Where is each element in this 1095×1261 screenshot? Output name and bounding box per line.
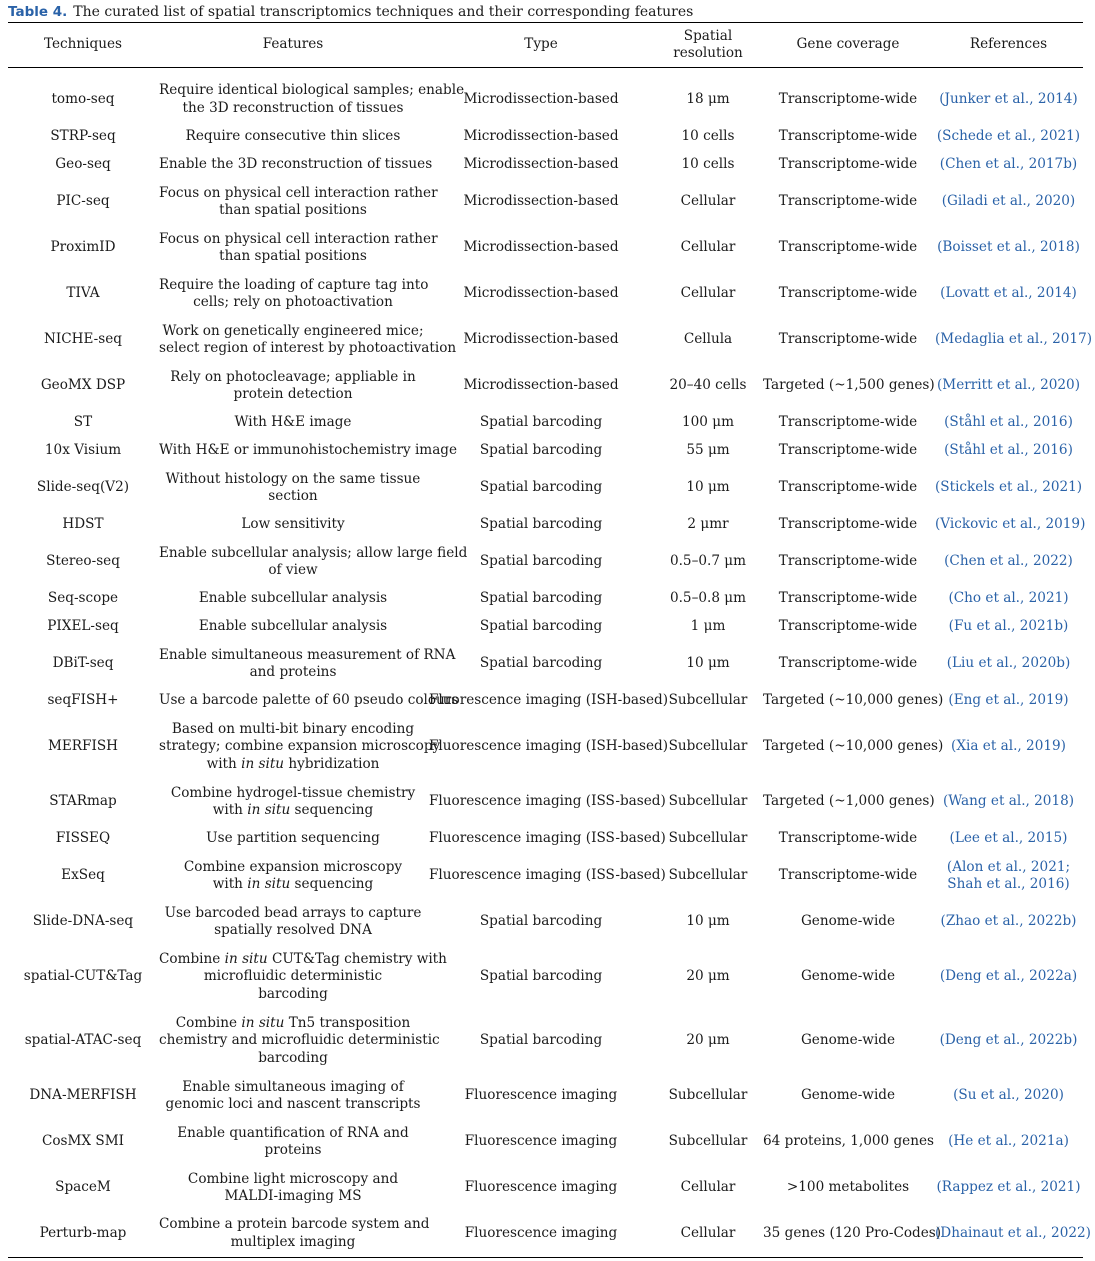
reference-link[interactable]: (Alon et al., 2021;	[946, 858, 1071, 875]
cell-gene-coverage: Targeted (~1,000 genes)	[763, 793, 935, 810]
cell-resolution: Cellular	[680, 285, 736, 302]
cell-gene-coverage: Transcriptome-wide	[778, 618, 918, 635]
spacer-row	[8, 68, 1083, 77]
cell-gene-coverage: Transcriptome-wide	[778, 331, 918, 348]
cell-gene-coverage: Transcriptome-wide	[778, 479, 918, 496]
cell-reference	[934, 899, 1083, 945]
cell-resolution: Subcellular	[668, 738, 748, 755]
cell-technique: PIC-seq	[56, 193, 110, 210]
cell-resolution: Subcellular	[668, 692, 748, 709]
header-references: References	[934, 23, 1083, 68]
cell-technique: DBiT-seq	[52, 655, 114, 672]
cell-resolution: Cellular	[680, 193, 736, 210]
table-caption	[8, 3, 1083, 22]
cell-technique: ST	[73, 414, 93, 431]
cell-features: Enable quantification of RNA and proteins	[177, 1124, 409, 1158]
reference-link[interactable]: (Vickovic et al., 2019)	[935, 516, 1086, 533]
table-row	[8, 151, 1083, 179]
cell-type: Microdissection-based	[463, 239, 619, 256]
table-row	[8, 715, 1083, 779]
table-caption-text: The curated list of spatial transcriptomics techniques and their corresponding features	[73, 4, 694, 20]
cell-resolution: 0.5–0.8 μm	[669, 590, 747, 607]
cell-gene-coverage: Transcriptome-wide	[778, 128, 918, 145]
cell-reference	[934, 641, 1083, 687]
italic-term: in situ	[224, 950, 268, 967]
cell-gene-coverage: Transcriptome-wide	[778, 156, 918, 173]
cell-gene-coverage: Transcriptome-wide	[778, 414, 918, 431]
table-row	[8, 1073, 1083, 1119]
cell-features: Work on genetically engineered mice; select region of interest by photoactivation	[159, 322, 457, 356]
cell-features: Combine a protein barcode system and multiplex imaging	[158, 1211, 428, 1257]
table-row	[8, 123, 1083, 151]
table-body	[8, 68, 1093, 1258]
cell-type: Microdissection-based	[463, 331, 619, 348]
reference-link[interactable]: (Chen et al., 2022)	[944, 553, 1073, 570]
cell-technique: TIVA	[66, 285, 100, 302]
cell-technique: tomo-seq	[51, 90, 115, 107]
cell-features: Use a barcode palette of 60 pseudo colours	[159, 692, 459, 709]
italic-term: in situ	[241, 755, 285, 772]
cell-type: Fluorescence imaging (ISH-based)	[429, 738, 669, 755]
cell-type: Spatial barcoding	[479, 1032, 603, 1049]
cell-features: Enable subcellular analysis; allow large field of view	[159, 544, 468, 578]
cell-resolution: Subcellular	[668, 793, 748, 810]
header-resolution-line2: resolution	[673, 45, 743, 61]
cell-reference	[934, 179, 1083, 225]
cell-resolution: Subcellular	[668, 1133, 748, 1150]
cell-resolution: 18 μm	[686, 90, 730, 107]
table-row	[8, 945, 1083, 1009]
cell-features: Based on multi-bit binary encoding strategy; combine expansion microscopy with in situ hybridization	[159, 720, 441, 772]
cell-reference	[934, 585, 1083, 613]
table-row	[8, 437, 1083, 465]
cell-features: Enable subcellular analysis	[198, 618, 388, 635]
cell-type: Spatial barcoding	[479, 618, 603, 635]
table-row	[8, 271, 1083, 317]
reference-link[interactable]: (Wang et al., 2018)	[942, 793, 1075, 810]
table-row	[8, 641, 1083, 687]
reference-link[interactable]: (Stickels et al., 2021)	[935, 479, 1083, 496]
table-row	[8, 539, 1083, 585]
cell-type: Microdissection-based	[463, 285, 619, 302]
table-row	[8, 465, 1083, 511]
cell-type: Fluorescence imaging	[464, 1133, 618, 1150]
cell-reference	[934, 363, 1083, 409]
cell-type: Spatial barcoding	[479, 655, 603, 672]
cell-resolution: Cellular	[654, 1211, 762, 1257]
reference-link[interactable]: (Boisset et al., 2018)	[937, 239, 1080, 256]
cell-reference	[934, 1009, 1083, 1073]
table-row	[8, 687, 1083, 715]
cell-gene-coverage: Transcriptome-wide	[778, 193, 918, 210]
cell-resolution: Subcellular	[668, 830, 748, 847]
cell-reference	[934, 825, 1083, 853]
reference-link[interactable]: (Deng et al., 2022a)	[939, 968, 1078, 985]
cell-reference	[934, 1211, 1091, 1257]
cell-technique: MERFISH	[47, 738, 119, 755]
cell-features: With H&E image	[234, 414, 352, 431]
cell-reference	[934, 151, 1083, 179]
cell-resolution: 20 μm	[686, 1032, 730, 1049]
cell-technique: Seq-scope	[47, 590, 119, 607]
italic-term: in situ	[247, 876, 291, 892]
header-techniques: Techniques	[8, 23, 158, 68]
cell-type: Fluorescence imaging	[464, 1087, 618, 1104]
cell-resolution: 100 μm	[682, 414, 734, 431]
cell-gene-coverage: Transcriptome-wide	[778, 590, 918, 607]
cell-gene-coverage: Transcriptome-wide	[778, 830, 918, 847]
table-row	[8, 613, 1083, 641]
reference-link[interactable]: (Medaglia et al., 2017)	[935, 331, 1093, 348]
cell-technique: DNA-MERFISH	[29, 1087, 137, 1104]
cell-features: Use barcoded bead arrays to capture spatially resolved DNA	[164, 904, 422, 938]
cell-reference	[934, 76, 1083, 123]
reference-link[interactable]: (Lovatt et al., 2014)	[940, 285, 1077, 302]
table-row	[8, 585, 1083, 613]
cell-type: Spatial barcoding	[479, 414, 603, 431]
cell-type: Microdissection-based	[463, 193, 619, 210]
reference-link[interactable]: (Cho et al., 2021)	[948, 590, 1069, 607]
cell-technique: Perturb-map	[8, 1211, 158, 1257]
table-row	[8, 779, 1083, 825]
cell-reference	[934, 687, 1083, 715]
reference-link[interactable]: (Rappez et al., 2021)	[936, 1179, 1081, 1196]
cell-resolution: 20–40 cells	[669, 377, 747, 394]
table-row	[8, 179, 1083, 225]
cell-resolution: Cellular	[680, 239, 736, 256]
cell-reference	[934, 511, 1086, 539]
reference-link[interactable]: (Ståhl et al., 2016)	[944, 442, 1073, 459]
cell-technique: 10x Visium	[44, 442, 122, 459]
cell-type: Fluorescence imaging (ISS-based)	[429, 830, 666, 847]
table-row	[8, 825, 1083, 853]
reference-link[interactable]: (Eng et al., 2019)	[948, 692, 1069, 709]
cell-features: Use partition sequencing	[206, 830, 380, 847]
cell-reference	[934, 779, 1083, 825]
cell-type: Microdissection-based	[463, 377, 619, 394]
table-label: Table 4.	[8, 4, 68, 20]
cell-resolution: 2 μmr	[687, 516, 729, 533]
cell-features: Require consecutive thin slices	[185, 128, 401, 145]
reference-link[interactable]: (Su et al., 2020)	[953, 1087, 1064, 1104]
cell-technique: STARmap	[49, 793, 117, 810]
cell-gene-coverage: Genome-wide	[800, 1087, 896, 1104]
cell-gene-coverage: Genome-wide	[800, 913, 896, 930]
cell-reference	[934, 225, 1083, 271]
cell-resolution: 10 μm	[686, 479, 730, 496]
table-row	[8, 899, 1083, 945]
table-row	[8, 409, 1083, 437]
cell-gene-coverage: Transcriptome-wide	[778, 285, 918, 302]
cell-reference	[934, 853, 1083, 899]
header-features: Features	[158, 23, 428, 68]
cell-reference	[934, 317, 1093, 363]
cell-reference	[934, 437, 1083, 465]
techniques-table	[8, 22, 1093, 1258]
cell-technique: Slide-DNA-seq	[32, 913, 134, 930]
cell-resolution: 20 μm	[686, 968, 730, 985]
cell-type: Fluorescence imaging	[428, 1211, 654, 1257]
cell-resolution: Cellula	[683, 331, 733, 348]
cell-gene-coverage: Transcriptome-wide	[778, 867, 918, 884]
cell-technique: Stereo-seq	[46, 553, 120, 570]
cell-reference	[934, 271, 1083, 317]
reference-link[interactable]: (Xia et al., 2019)	[951, 738, 1066, 755]
reference-link[interactable]: (Lee et al., 2015)	[949, 830, 1068, 847]
italic-term: in situ	[241, 1014, 285, 1031]
cell-technique: seqFISH+	[47, 692, 119, 709]
cell-gene-coverage: 35 genes (120 Pro-Codes)	[762, 1211, 934, 1257]
cell-type: Spatial barcoding	[479, 590, 603, 607]
cell-technique: STRP-seq	[50, 128, 116, 145]
cell-type: Spatial barcoding	[479, 913, 603, 930]
reference-link[interactable]: (Dhainaut et al., 2022)	[935, 1225, 1091, 1241]
table-row	[8, 1211, 1083, 1257]
cell-reference	[934, 1073, 1083, 1119]
cell-features: Require the loading of capture tag into cells; rely on photoactivation	[159, 276, 429, 310]
italic-term: in situ	[247, 802, 291, 818]
cell-technique: Slide-seq(V2)	[36, 479, 130, 496]
cell-features: Combine in situ CUT&Tag chemistry with microfluidic deterministic barcoding	[159, 950, 447, 1002]
cell-features: Combine expansion microscopy with in situ sequencing	[183, 858, 403, 892]
cell-reference	[934, 409, 1083, 437]
cell-features: Combine in situ Tn5 transposition chemistry and microfluidic deterministic barcoding	[159, 1014, 440, 1066]
cell-resolution: 0.5–0.7 μm	[669, 553, 747, 570]
cell-resolution: 10 μm	[686, 655, 730, 672]
table-row	[8, 317, 1083, 363]
reference-link[interactable]: (Junker et al., 2014)	[939, 90, 1078, 107]
cell-features: Combine hydrogel-tissue chemistry with in situ sequencing	[170, 784, 416, 818]
cell-gene-coverage: Targeted (~10,000 genes)	[763, 692, 944, 709]
cell-features: Enable the 3D reconstruction of tissues	[159, 156, 433, 173]
header-spatial-resolution	[654, 23, 762, 68]
cell-reference	[934, 715, 1083, 779]
cell-features: Without histology on the same tissue section	[165, 470, 421, 504]
cell-resolution: Subcellular	[668, 1087, 748, 1104]
cell-gene-coverage: Targeted (~10,000 genes)	[763, 738, 944, 755]
cell-resolution: 55 μm	[686, 442, 730, 459]
cell-resolution: Cellular	[680, 1179, 736, 1196]
cell-features: Enable subcellular analysis	[198, 590, 388, 607]
cell-technique: CosMX SMI	[41, 1133, 125, 1150]
cell-features: Enable simultaneous measurement of RNA and proteins	[159, 646, 456, 680]
table-row	[8, 1119, 1083, 1165]
cell-technique: ExSeq	[61, 867, 105, 884]
cell-technique: Geo-seq	[55, 156, 111, 173]
cell-reference	[934, 1119, 1083, 1165]
cell-resolution: 1 μm	[690, 618, 726, 635]
header-resolution-line1: Spatial	[683, 27, 733, 44]
cell-gene-coverage: Genome-wide	[800, 968, 896, 985]
cell-gene-coverage: Transcriptome-wide	[778, 516, 918, 533]
reference-link[interactable]: (He et al., 2021a)	[948, 1133, 1069, 1150]
reference-link[interactable]: (Schede et al., 2021)	[936, 128, 1081, 145]
cell-gene-coverage: Targeted (~1,500 genes)	[763, 377, 935, 394]
spacer-cell	[8, 68, 1083, 77]
cell-type: Spatial barcoding	[479, 479, 603, 496]
reference-link[interactable]: (Deng et al., 2022b)	[939, 1032, 1078, 1049]
reference-link[interactable]: (Fu et al., 2021b)	[948, 618, 1069, 635]
reference-link[interactable]: (Giladi et al., 2020)	[941, 193, 1076, 210]
cell-features: Require identical biological samples; enable the 3D reconstruction of tissues	[159, 82, 465, 116]
cell-type: Fluorescence imaging (ISH-based)	[429, 692, 669, 709]
table-row	[8, 225, 1083, 271]
table-row	[8, 1165, 1083, 1211]
reference-link[interactable]: (Chen et al., 2017b)	[939, 156, 1078, 173]
cell-technique: FISSEQ	[55, 830, 111, 847]
reference-link[interactable]: (Merritt et al., 2020)	[937, 377, 1080, 394]
cell-technique: spatial-ATAC-seq	[24, 1032, 142, 1049]
cell-reference	[934, 465, 1083, 511]
cell-reference	[934, 123, 1083, 151]
cell-resolution: Subcellular	[668, 867, 748, 884]
cell-technique: PIXEL-seq	[47, 618, 119, 635]
cell-features: Focus on physical cell interaction rather than spatial positions	[159, 230, 438, 264]
table-row	[8, 853, 1083, 899]
cell-technique: ProximID	[50, 239, 116, 256]
reference-link[interactable]: (Liu et al., 2020b)	[946, 655, 1071, 672]
table-row	[8, 1009, 1083, 1073]
cell-gene-coverage: Transcriptome-wide	[778, 553, 918, 570]
table-row	[8, 511, 1083, 539]
cell-features: Combine light microscopy and MALDI-imaging MS	[187, 1170, 399, 1204]
cell-type: Spatial barcoding	[479, 553, 603, 570]
cell-features: Rely on photocleavage; appliable in protein detection	[170, 368, 416, 402]
cell-gene-coverage: Transcriptome-wide	[778, 239, 918, 256]
cell-gene-coverage: Genome-wide	[800, 1032, 896, 1049]
cell-type: Microdissection-based	[463, 128, 619, 145]
cell-gene-coverage: Transcriptome-wide	[778, 655, 918, 672]
cell-type: Fluorescence imaging	[464, 1179, 618, 1196]
table-row	[8, 76, 1083, 123]
cell-features: Low sensitivity	[241, 516, 345, 533]
cell-reference	[934, 945, 1083, 1009]
cell-reference	[934, 539, 1083, 585]
reference-link[interactable]: Shah et al., 2016)	[947, 876, 1070, 892]
cell-gene-coverage: 64 proteins, 1,000 genes	[763, 1133, 934, 1150]
cell-type: Fluorescence imaging (ISS-based)	[429, 793, 666, 810]
cell-type: Microdissection-based	[463, 156, 619, 173]
cell-technique: HDST	[62, 516, 104, 533]
cell-type: Spatial barcoding	[479, 516, 603, 533]
cell-type: Fluorescence imaging (ISS-based)	[429, 867, 666, 884]
cell-technique: NICHE-seq	[43, 331, 122, 348]
cell-technique: SpaceM	[55, 1179, 111, 1196]
table-row	[8, 363, 1083, 409]
header-gene-coverage: Gene coverage	[762, 23, 934, 68]
cell-features: With H&E or immunohistochemistry image	[159, 442, 458, 459]
cell-technique: GeoMX DSP	[40, 377, 126, 394]
cell-resolution: 10 cells	[681, 156, 735, 173]
cell-gene-coverage: >100 metabolites	[786, 1179, 910, 1196]
cell-reference	[934, 1165, 1083, 1211]
cell-gene-coverage: Transcriptome-wide	[778, 442, 918, 459]
cell-resolution: 10 μm	[686, 913, 730, 930]
reference-link[interactable]: (Ståhl et al., 2016)	[944, 414, 1073, 431]
cell-resolution: 10 cells	[681, 128, 735, 145]
cell-features: Enable simultaneous imaging of genomic loci and nascent transcripts	[165, 1078, 421, 1112]
cell-gene-coverage: Transcriptome-wide	[778, 90, 918, 107]
cell-type: Microdissection-based	[463, 90, 619, 107]
cell-reference	[934, 613, 1083, 641]
cell-technique: spatial-CUT&Tag	[23, 968, 143, 985]
cell-features: Focus on physical cell interaction rather than spatial positions	[159, 184, 438, 218]
cell-type: Spatial barcoding	[479, 968, 603, 985]
reference-link[interactable]: (Zhao et al., 2022b)	[940, 913, 1077, 930]
cell-type: Spatial barcoding	[479, 442, 603, 459]
header-type: Type	[428, 23, 654, 68]
table-figure	[8, 0, 1093, 1258]
header-row	[8, 23, 1083, 68]
